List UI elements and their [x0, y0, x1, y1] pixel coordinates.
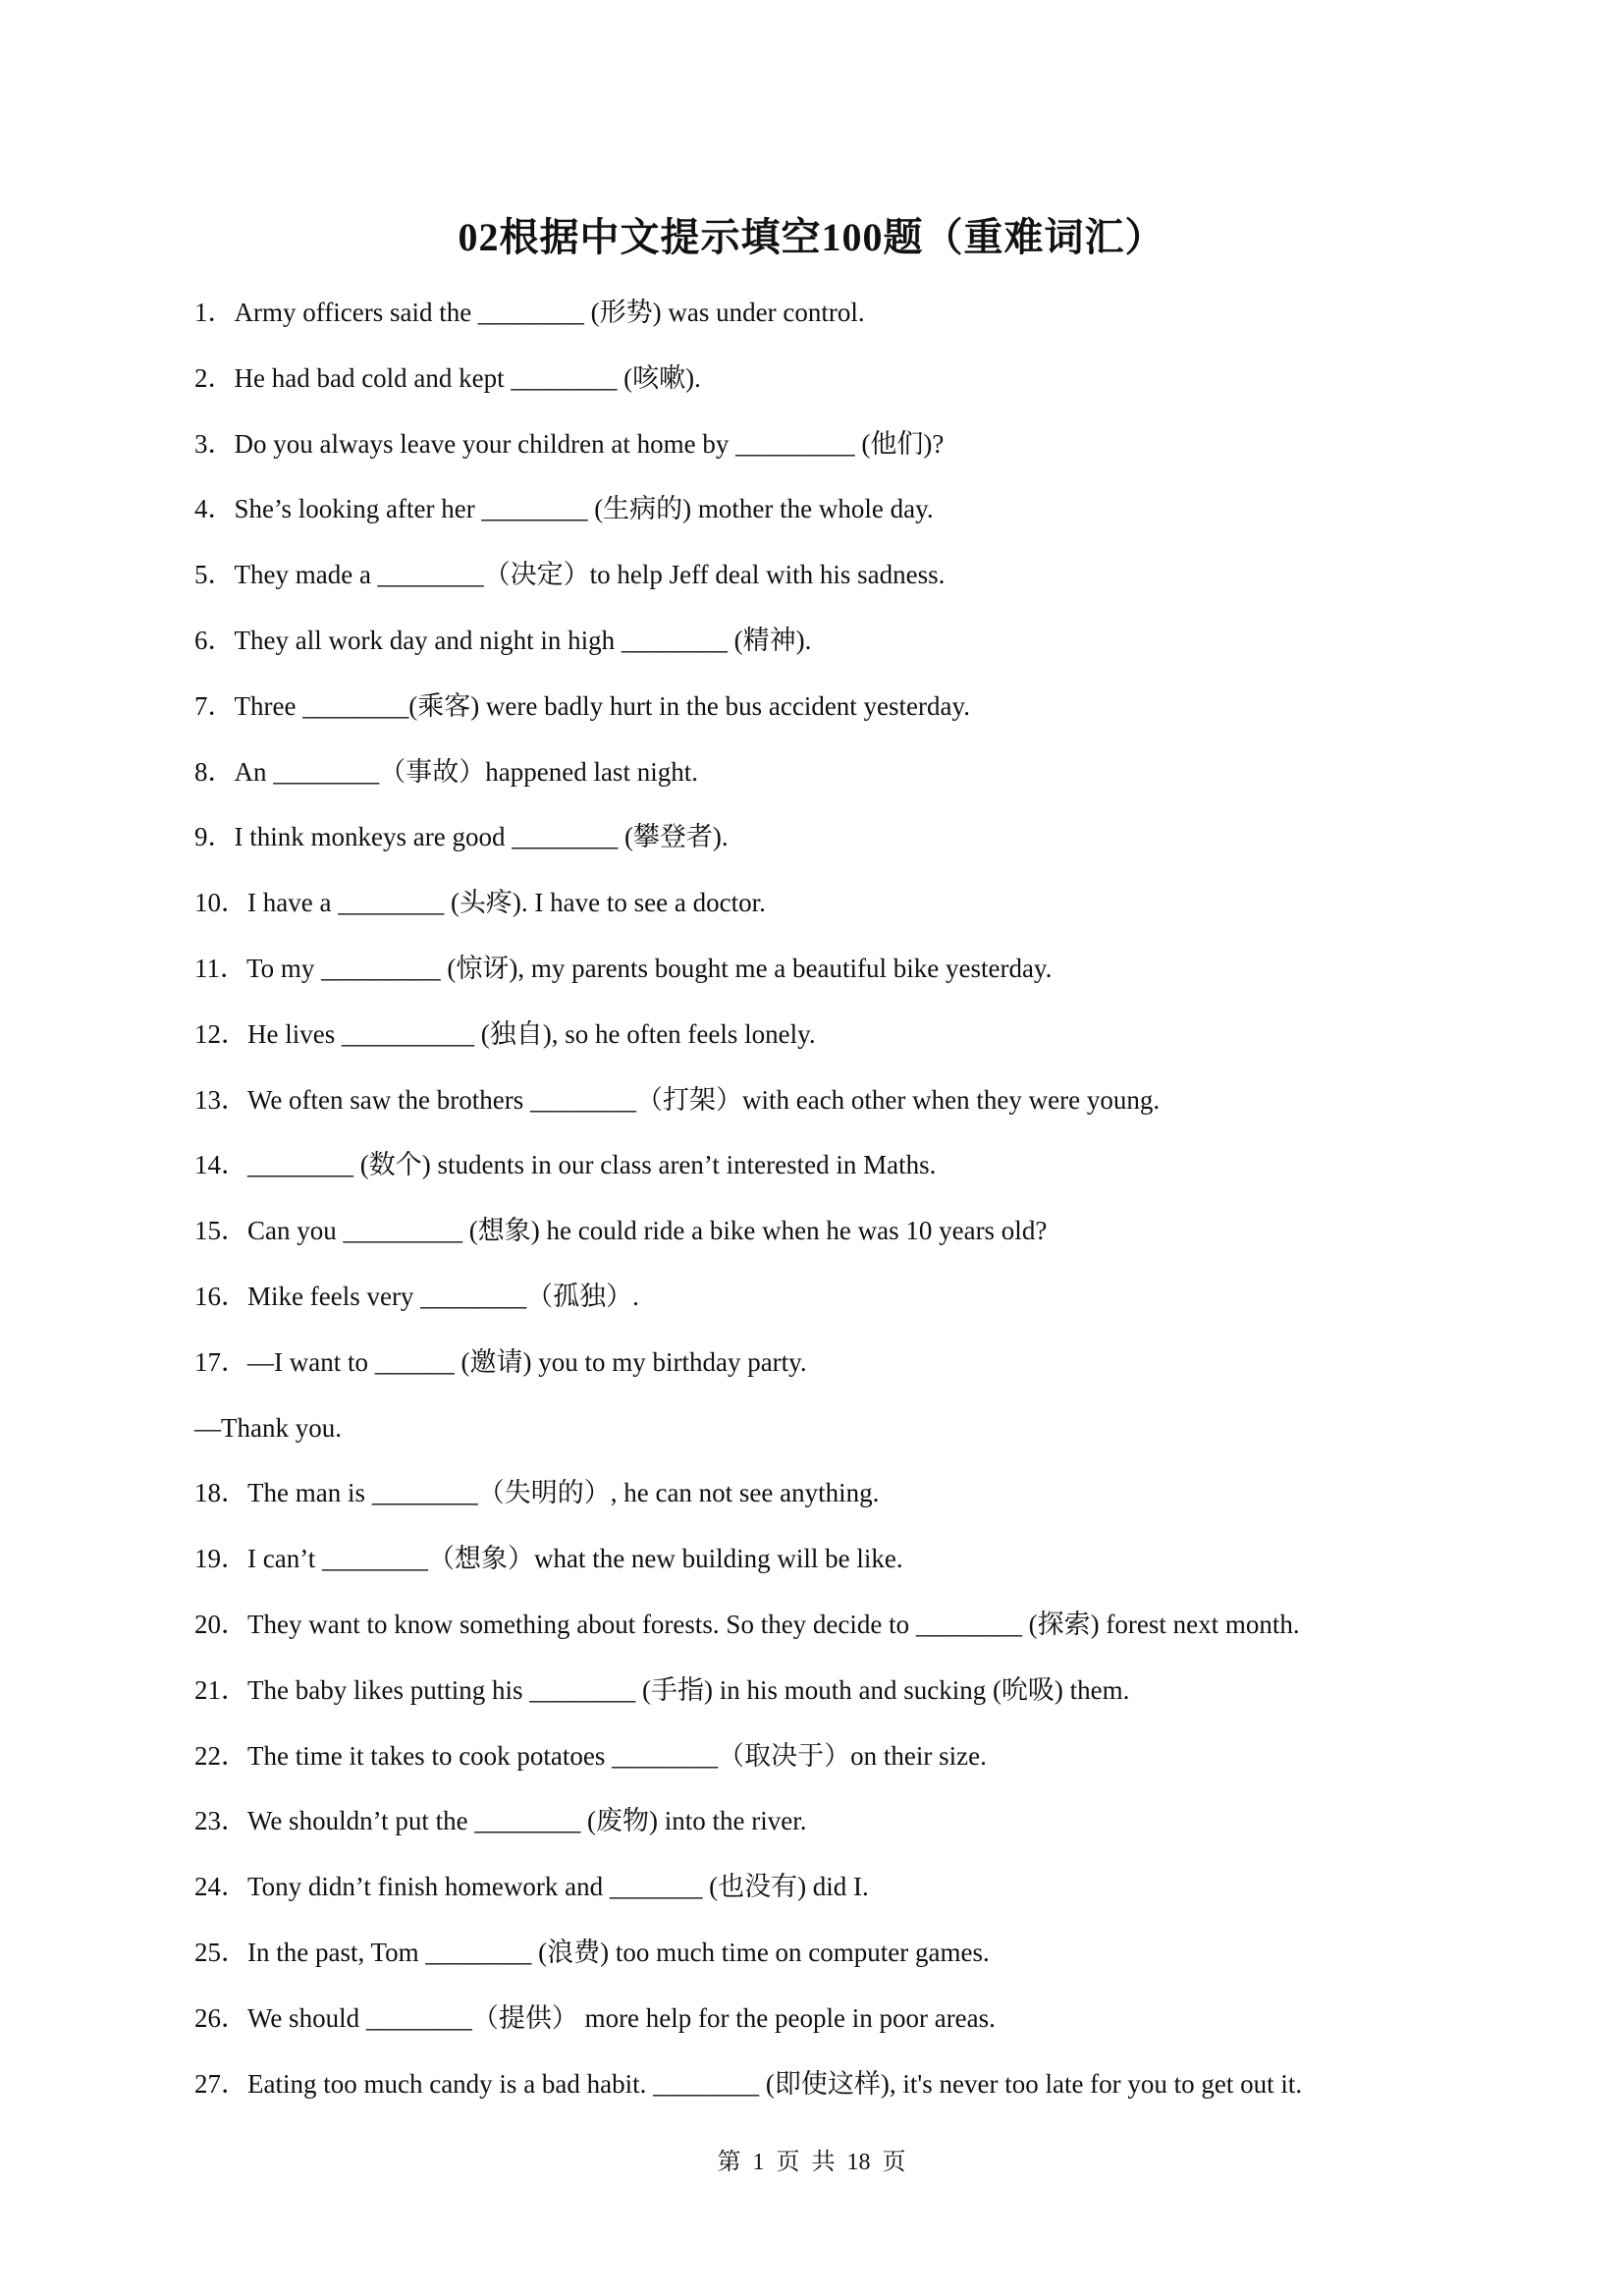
question-item	[194, 2064, 1471, 2130]
question-item	[194, 424, 1471, 490]
question-number: 7．	[194, 690, 235, 721]
question-number: 21．	[194, 1674, 247, 1705]
question-text: We often saw the brothers ________（打架）with each other when they were young.	[247, 1084, 1161, 1115]
question-text: They want to know something about forests. So they decide to ________ (探索) forest next month.	[247, 1609, 1300, 1639]
question-item	[194, 1277, 1471, 1342]
question-text: We shouldn’t put the ________ (废物) into the river.	[247, 1806, 807, 1836]
question-number: 16．	[194, 1281, 247, 1311]
question-text: Eating too much candy is a bad habit. ________ (即使这样), it's never too late for you to get out it.	[247, 2068, 1303, 2099]
question-number: 8．	[194, 756, 235, 787]
question-item	[194, 1211, 1471, 1277]
question-text: The time it takes to cook potatoes ________（取决于）on their size.	[247, 1740, 987, 1771]
question-text: He lives __________ (独自), so he often feels lonely.	[247, 1018, 816, 1049]
question-text: The baby likes putting his ________ (手指) in his mouth and sucking (吮吸) them.	[247, 1674, 1130, 1705]
question-number: 24．	[194, 1872, 247, 1902]
question-item	[194, 1933, 1471, 1998]
question-text: He had bad cold and kept ________ (咳嗽).	[234, 362, 701, 393]
question-text: Three ________(乘客) were badly hurt in the bus accident yesterday.	[234, 690, 971, 721]
question-number: 19．	[194, 1544, 247, 1574]
question-item	[194, 817, 1471, 883]
question-item	[194, 489, 1471, 555]
question-item	[194, 358, 1471, 424]
question-text: They made a ________（决定）to help Jeff deal with his sadness.	[234, 560, 946, 590]
question-number: 4．	[194, 494, 235, 524]
question-continuation	[194, 1408, 1471, 1474]
question-item	[194, 621, 1471, 686]
question-number: 18．	[194, 1478, 247, 1508]
question-text: In the past, Tom ________ (浪费) too much time on computer games.	[247, 1937, 990, 1967]
question-number: 12．	[194, 1018, 247, 1049]
question-item	[194, 949, 1471, 1014]
question-text: Army officers said the ________ (形势) was under control.	[234, 298, 865, 327]
question-number: 3．	[194, 428, 235, 459]
question-number: 13．	[194, 1084, 247, 1115]
question-number: 27．	[194, 2068, 247, 2099]
question-number: 14．	[194, 1150, 247, 1180]
question-item	[194, 1145, 1471, 1211]
question-text: —Thank you.	[194, 1412, 342, 1443]
question-item	[194, 1998, 1471, 2064]
question-number: 9．	[194, 822, 235, 852]
question-item	[194, 1736, 1471, 1802]
question-number: 26．	[194, 2002, 247, 2033]
question-text: Tony didn’t finish homework and _______ (也没有) did I.	[247, 1872, 869, 1902]
question-number: 22．	[194, 1740, 247, 1771]
question-item	[194, 1473, 1471, 1539]
question-number: 15．	[194, 1216, 247, 1246]
question-number: 10．	[194, 888, 247, 918]
question-item	[194, 752, 1471, 818]
question-number: 1．	[194, 298, 235, 327]
question-text: I have a ________ (头疼). I have to see a doctor.	[247, 888, 766, 918]
page-footer: 第 1 页 共 18 页	[717, 2150, 906, 2175]
question-item	[194, 555, 1471, 621]
question-text: Mike feels very ________（孤独）.	[247, 1281, 639, 1311]
question-number: 23．	[194, 1806, 247, 1836]
question-item	[194, 1605, 1471, 1670]
question-text: They all work day and night in high ________ (精神).	[234, 625, 812, 655]
question-text: I can’t ________（想象）what the new building will be like.	[247, 1544, 903, 1574]
question-text: Do you always leave your children at home by _________ (他们)?	[234, 428, 945, 459]
question-item	[194, 1080, 1471, 1146]
question-text: I think monkeys are good ________ (攀登者).	[234, 822, 729, 852]
question-number: 2．	[194, 362, 235, 393]
question-text: ________ (数个) students in our class aren’t interested in Maths.	[247, 1150, 937, 1180]
question-number: 11．	[194, 953, 246, 983]
question-item	[194, 1801, 1471, 1867]
question-text: She’s looking after her ________ (生病的) mother the whole day.	[234, 494, 934, 524]
question-item	[194, 686, 1471, 752]
question-number: 17．	[194, 1346, 247, 1377]
question-text: We should ________（提供） more help for the people in poor areas.	[247, 2002, 996, 2033]
question-item	[194, 1670, 1471, 1736]
question-number: 6．	[194, 625, 235, 655]
question-text: The man is ________（失明的）, he can not see anything.	[247, 1478, 880, 1508]
question-item	[194, 293, 1471, 358]
question-list	[194, 293, 1471, 2129]
question-text: Can you _________ (想象) he could ride a bike when he was 10 years old?	[247, 1216, 1048, 1246]
question-number: 25．	[194, 1937, 247, 1967]
question-item	[194, 1014, 1471, 1080]
question-number: 20．	[194, 1609, 247, 1639]
page-title: 02根据中文提示填空100题（重难词汇）	[458, 215, 1165, 259]
question-text: An ________（事故）happened last night.	[234, 756, 698, 787]
question-item	[194, 1539, 1471, 1605]
question-text: —I want to ______ (邀请) you to my birthday party.	[247, 1346, 807, 1377]
question-item	[194, 1867, 1471, 1933]
question-number: 5．	[194, 560, 235, 590]
question-text: To my _________ (惊讶), my parents bought me a beautiful bike yesterday.	[246, 953, 1053, 983]
question-item	[194, 883, 1471, 949]
question-item	[194, 1342, 1471, 1408]
